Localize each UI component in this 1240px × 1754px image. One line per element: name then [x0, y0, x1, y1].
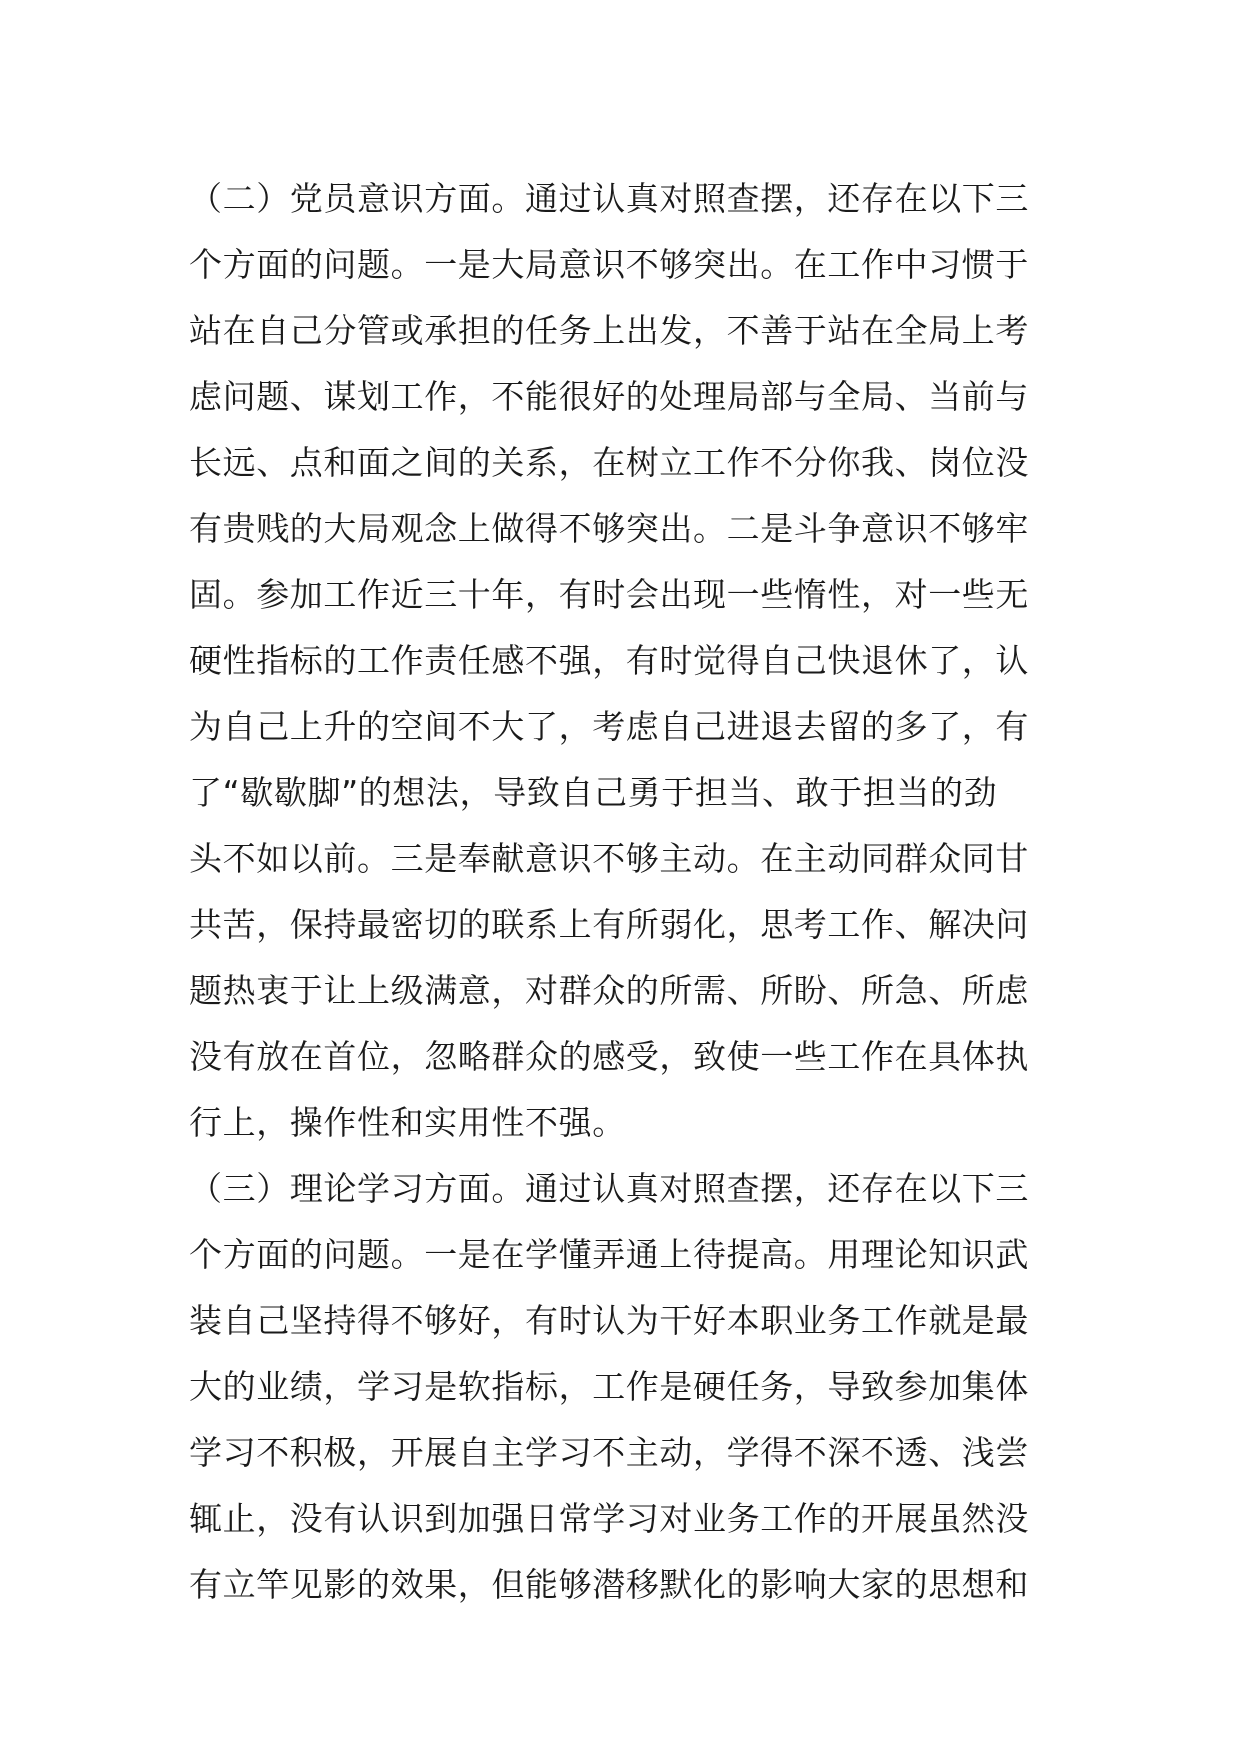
paragraph-line: 虑问题、谋划工作，不能很好的处理局部与全局、当前与	[189, 377, 1029, 416]
paragraph-line: 行上，操作性和实用性不强。	[189, 1103, 626, 1142]
paragraph-line: 站在自己分管或承担的任务上出发，不善于站在全局上考	[189, 311, 1029, 350]
paragraph-line: （二）党员意识方面。通过认真对照查摆，还存在以下三	[189, 179, 1029, 218]
paragraph-line: 题热衷于让上级满意，对群众的所需、所盼、所急、所虑	[189, 971, 1029, 1010]
paragraph-line: 装自己坚持得不够好，有时认为干好本职业务工作就是最	[189, 1301, 1029, 1340]
paragraph-line: 头不如以前。三是奉献意识不够主动。在主动同群众同甘	[189, 839, 1029, 878]
paragraph-line: 了“歇歇脚”的想法，导致自己勇于担当、敢于担当的劲	[189, 773, 998, 812]
paragraph-line: 固。参加工作近三十年，有时会出现一些惰性，对一些无	[189, 575, 1029, 614]
paragraph-line: 大的业绩，学习是软指标，工作是硬任务，导致参加集体	[189, 1367, 1029, 1406]
paragraph-line: 为自己上升的空间不大了，考虑自己进退去留的多了，有	[189, 707, 1029, 746]
paragraph-line: 个方面的问题。一是大局意识不够突出。在工作中习惯于	[189, 245, 1029, 284]
paragraph-line: 长远、点和面之间的关系，在树立工作不分你我、岗位没	[189, 443, 1029, 482]
paragraph-line: 有贵贱的大局观念上做得不够突出。二是斗争意识不够牢	[189, 509, 1029, 548]
document-body	[189, 166, 1059, 1618]
paragraph-line: 有立竿见影的效果，但能够潜移默化的影响大家的思想和	[189, 1565, 1029, 1604]
paragraph-line: 硬性指标的工作责任感不强，有时觉得自己快退休了，认	[189, 641, 1029, 680]
paragraph-line: （三）理论学习方面。通过认真对照查摆，还存在以下三	[189, 1169, 1029, 1208]
paragraph-line: 辄止，没有认识到加强日常学习对业务工作的开展虽然没	[189, 1499, 1029, 1538]
paragraph-line: 学习不积极，开展自主学习不主动，学得不深不透、浅尝	[189, 1433, 1029, 1472]
paragraph-line: 共苦，保持最密切的联系上有所弱化，思考工作、解决问	[189, 905, 1029, 944]
paragraph-line: 没有放在首位，忽略群众的感受，致使一些工作在具体执	[189, 1037, 1029, 1076]
paragraph-line: 个方面的问题。一是在学懂弄通上待提高。用理论知识武	[189, 1235, 1029, 1274]
